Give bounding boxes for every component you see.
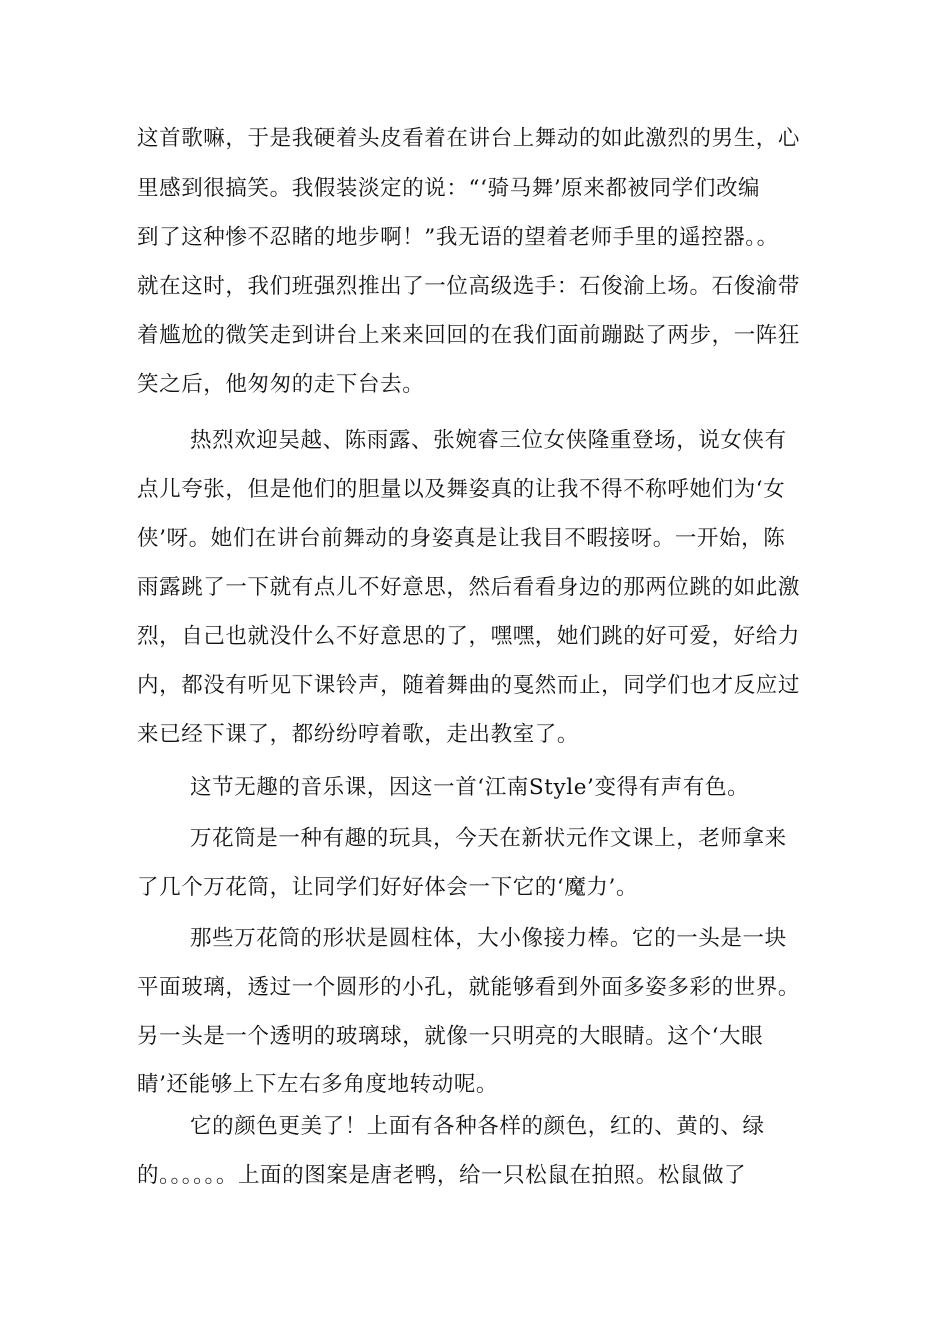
text-line: 侠’呀。她们在讲台前舞动的身姿真是让我目不暇接呀。一开始，陈 — [137, 526, 786, 551]
text-line: 点儿夸张，但是他们的胆量以及舞姿真的让我不得不称呼她们为‘女 — [137, 477, 786, 502]
text-line: 的。。。。。。上面的图案是唐老鸭，给一只松鼠在拍照。松鼠做了 — [137, 1163, 747, 1188]
text-line: 烈，自己也就没什么不好意思的了，嘿嘿，她们跳的好可爱，好给力 — [137, 624, 801, 649]
text-line: 这首歌嘛，于是我硬着头皮看着在讲台上舞动的如此激烈的男生，心 — [137, 126, 801, 151]
paragraph-first-line: 那些万花筒的形状是圆柱体，大小像接力棒。它的一头是一块 — [190, 926, 787, 951]
paragraph-first-line: 热烈欢迎吴越、陈雨露、张婉睿三位女侠隆重登场，说女侠有 — [190, 428, 787, 453]
text-line: 到了这种惨不忍睹的地步啊！”我无语的望着老师手里的遥控器。。 — [137, 225, 779, 250]
text-line: 就在这时，我们班强烈推出了一位高级选手：石俊渝上场。石俊渝带 — [137, 274, 801, 299]
text-line: 着尴尬的微笑走到讲台上来来回回的在我们面前蹦跶了两步，一阵狂 — [137, 323, 801, 348]
text-line: 里感到很搞笑。我假装淡定的说：“‘骑马舞’原来都被同学们改编 — [137, 176, 761, 201]
text-line: 睛’还能够上下左右多角度地转动呢。 — [137, 1072, 499, 1097]
paragraph-first-line: 这节无趣的音乐课，因这一首‘江南Style’变得有声有色。 — [190, 775, 750, 800]
text-line: 内，都没有听见下课铃声，随着舞曲的戛然而止，同学们也才反应过 — [137, 673, 801, 698]
paragraph-first-line: 万花筒是一种有趣的玩具，今天在新状元作文课上，老师拿来 — [190, 826, 787, 851]
paragraph-first-line: 它的颜色更美了！上面有各种各样的颜色，红的、黄的、绿 — [190, 1114, 765, 1139]
text-line: 笑之后，他匆匆的走下台去。 — [137, 372, 425, 397]
text-line: 平面玻璃，透过一个圆形的小孔，就能够看到外面多姿多彩的世界。 — [137, 975, 801, 1000]
text-line: 另一头是一个透明的玻璃球，就像一只明亮的大眼睛。这个‘大眼 — [137, 1024, 764, 1049]
text-line: 了几个万花筒，让同学们好好体会一下它的‘魔力’。 — [137, 875, 639, 900]
text-line: 雨露跳了一下就有点儿不好意思，然后看看身边的那两位跳的如此激 — [137, 575, 801, 600]
text-line: 来已经下课了，都纷纷哼着歌，走出教室了。 — [137, 722, 580, 747]
